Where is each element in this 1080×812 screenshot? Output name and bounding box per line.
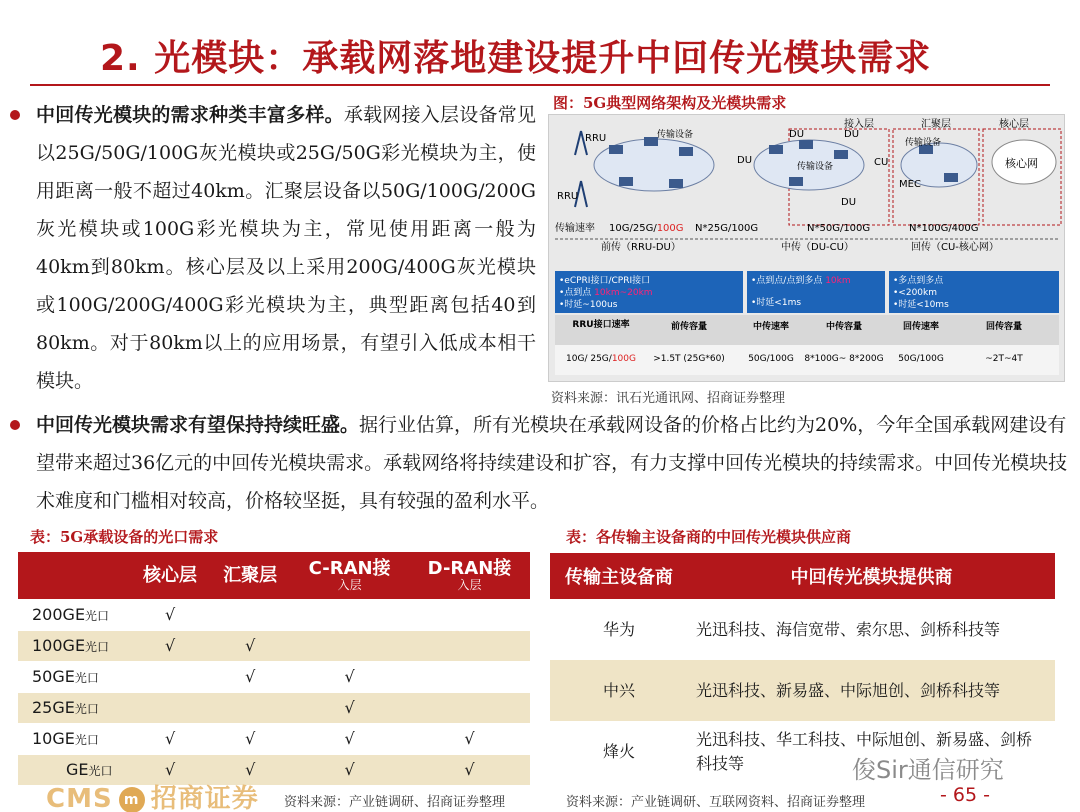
cell: √	[210, 754, 290, 785]
layer-aggregation: 汇聚层	[921, 119, 951, 130]
table-row	[18, 599, 530, 630]
table-corner	[18, 552, 130, 599]
port-name: 10GE	[32, 729, 75, 748]
port-name: 200GE	[32, 604, 86, 624]
col-cran	[290, 552, 409, 599]
capacity-td-2: >1.5T (25G*60)	[653, 354, 725, 364]
figure-source: 资料来源：讯石光通讯网、招商证券整理	[551, 391, 786, 406]
supplier-cell: 光迅科技、新易盛、中际旭创、剑桥科技等	[688, 660, 1055, 721]
cell	[290, 599, 409, 630]
port-suffix: 光口	[74, 733, 99, 747]
paragraph-demand-outlook	[36, 406, 1076, 520]
company-logo	[46, 778, 259, 812]
node-du-3: DU	[844, 129, 860, 140]
midhaul-spec-1	[751, 274, 851, 286]
capacity-th-6: 回传容量	[985, 322, 1023, 332]
node-rru-2: RRU	[557, 191, 579, 202]
capacity-td-5: 50G/100G	[898, 354, 944, 364]
col-cran-b: 入层	[337, 577, 362, 592]
row-label	[18, 723, 130, 754]
rate-label: 传输速率	[555, 223, 595, 234]
col-vendor: 传输主设备商	[550, 553, 688, 599]
cell	[290, 630, 409, 661]
switch-node-icon	[769, 145, 783, 154]
cell	[210, 692, 290, 723]
capacity-th-3: 中传速率	[752, 322, 790, 332]
cell: √	[130, 630, 210, 661]
port-suffix: 光口	[88, 764, 113, 778]
rate-r2: N*25G/100G	[695, 223, 759, 234]
capacity-td-1	[566, 354, 636, 364]
capacity-td-3: 50G/100G	[748, 354, 794, 364]
cell: √	[130, 723, 210, 754]
port-name: 25GE	[32, 698, 75, 717]
switch-node-icon	[609, 145, 623, 154]
col-dran-b: 入层	[457, 577, 482, 592]
backhaul-spec-2: •<200km	[893, 288, 938, 298]
table-header-row	[550, 553, 1055, 599]
table-row	[18, 630, 530, 661]
switch-node-icon	[619, 177, 633, 186]
port-suffix: 光口	[74, 702, 99, 716]
fronthaul-spec-2a: •点到点	[559, 288, 595, 298]
para2-body: 据行业估算，所有光模块在承载网设备的价格占比约为20%，今年全国承载网建设有望带来超过36亿元的中回传光模块需求。承载网络将持续建设和扩容，有力支撑中回传光模块的持续需求。中回传光模块技术难度和门槛相对较高，价格较坚挺，具有较强的盈利水平。	[36, 414, 1068, 512]
col-dran	[409, 552, 530, 599]
table-row	[18, 661, 530, 692]
switch-node-icon	[789, 177, 803, 186]
node-device-3: 传输设备	[905, 138, 942, 148]
port-suffix: 光口	[74, 671, 99, 685]
node-device-1: 传输设备	[657, 130, 694, 140]
table-row	[18, 692, 530, 723]
logo-text: CMS	[46, 784, 113, 812]
port-name: GE	[66, 760, 89, 779]
fronthaul-spec-2b: 10km~20km	[594, 288, 653, 298]
para1-body: 承载网接入层设备常见以25G/50G/100G灰光模块或25G/50G彩光模块为主，使用距离一般不超过40km。汇聚层设备以50G/100G/200G灰光模块或100G彩光模块为主，常见使用距离一般为40km到80km。核心层及以上采用200G/400G灰光模块或100G/200G/400G彩光模块为主，典型距离包括40到80km。对于80km以上的应用场景，有望引入低成本相干模块。	[36, 104, 536, 392]
table-row	[550, 660, 1055, 721]
figure-caption: 图：5G典型网络架构及光模块需求	[553, 94, 787, 112]
switch-node-icon	[944, 173, 958, 182]
supplier-cell: 光迅科技、海信宽带、索尔思、剑桥科技等	[688, 599, 1055, 660]
backhaul-spec-3: •时延<10ms	[893, 300, 949, 310]
row-label	[18, 599, 130, 630]
switch-node-icon	[669, 179, 683, 188]
rate-fronthaul	[609, 223, 684, 234]
page-title: 2. 光模块：承载网落地建设提升中回传光模块需求	[100, 38, 932, 79]
bullet-dot-icon	[10, 110, 20, 120]
col-suppliers: 中回传光模块提供商	[688, 553, 1055, 599]
switch-node-icon	[679, 147, 693, 156]
port-demand-table	[18, 552, 530, 786]
layer-access: 接入层	[844, 119, 874, 130]
segment-midhaul: 中传（DU-CU）	[781, 242, 854, 253]
rate-r3: N*50G/100G	[807, 223, 871, 234]
cell: √	[290, 692, 409, 723]
cell: √	[130, 599, 210, 630]
port-suffix: 光口	[85, 640, 110, 654]
fronthaul-spec-2	[559, 286, 653, 298]
rate-fronthaul-red: 100G	[656, 223, 684, 234]
table-header-row	[18, 552, 530, 599]
switch-node-icon	[644, 137, 658, 146]
cell: √	[290, 661, 409, 692]
rate-r4: N*100G/400G	[909, 223, 979, 234]
capacity-th-2: 前传容量	[670, 322, 708, 332]
watermark-text: 俊Sir通信研究	[852, 756, 1004, 784]
vendor-cell: 华为	[550, 599, 688, 660]
midhaul-spec-1b: 10km	[825, 276, 851, 286]
bullet-dot-icon	[10, 420, 20, 430]
node-du-1: DU	[737, 155, 753, 166]
cell: √	[409, 754, 530, 785]
tower-icon	[581, 181, 587, 207]
capacity-th-5: 回传速率	[902, 322, 940, 332]
row-label	[18, 661, 130, 692]
cell: √	[290, 723, 409, 754]
port-name: 100GE	[32, 636, 86, 655]
port-suffix: 光口	[85, 608, 110, 623]
col-dran-a: D-RAN接	[427, 557, 512, 579]
cell: √	[210, 723, 290, 754]
capacity-table-header	[555, 315, 1059, 345]
node-core-network: 核心网	[1005, 157, 1038, 170]
cell	[409, 599, 530, 630]
node-du-2: DU	[789, 129, 805, 140]
table1-source: 资料来源：产业链调研、招商证券整理	[284, 795, 506, 810]
row-label	[18, 692, 130, 723]
midhaul-spec-1a: •点到点/点到多点	[751, 276, 826, 286]
midhaul-spec-2: •时延<1ms	[751, 298, 802, 308]
cell: √	[210, 630, 290, 661]
cell	[130, 661, 210, 692]
vendor-cell: 烽火	[550, 721, 688, 782]
para1-lead: 中回传光模块的需求种类丰富多样。	[36, 104, 344, 126]
fronthaul-spec-1: •eCPRI接口/CPRI接口	[559, 276, 651, 286]
col-core: 核心层	[130, 552, 210, 599]
fronthaul-spec-3: •时延~100us	[559, 300, 618, 310]
tower-icon	[575, 131, 581, 155]
vendor-cell: 中兴	[550, 660, 688, 721]
cell: √	[409, 723, 530, 754]
layer-core: 核心层	[999, 119, 1029, 130]
col-aggregation: 汇聚层	[210, 552, 290, 599]
switch-node-icon	[799, 140, 813, 149]
capacity-td-6: ~2T~4T	[985, 354, 1023, 364]
cell	[409, 692, 530, 723]
capacity-td-1a: 10G/ 25G/	[566, 354, 612, 364]
cell	[409, 630, 530, 661]
cell	[130, 692, 210, 723]
title-divider	[30, 84, 1050, 86]
cell: √	[130, 754, 210, 785]
backhaul-spec-1: •多点到多点	[893, 276, 944, 286]
supplier-table	[550, 553, 1055, 782]
row-label	[18, 630, 130, 661]
node-du-4: DU	[841, 197, 857, 208]
switch-node-icon	[834, 150, 848, 159]
node-device-2: 传输设备	[797, 162, 834, 172]
table-row	[18, 723, 530, 754]
cell	[210, 599, 290, 630]
table2-source: 资料来源：产业链调研、互联网资料、招商证券整理	[566, 795, 866, 810]
node-cu: CU	[874, 157, 889, 168]
segment-fronthaul: 前传（RRU-DU）	[601, 242, 681, 253]
table1-caption: 表：5G承载设备的光口需求	[30, 528, 219, 546]
capacity-td-4: 8*100G~ 8*200G	[804, 354, 884, 364]
network-architecture-figure	[548, 114, 1065, 382]
col-cran-a: C-RAN接	[308, 557, 391, 579]
logo-cn: 招商证券	[150, 784, 259, 812]
page-number: - 65 -	[940, 784, 990, 806]
cell	[409, 661, 530, 692]
capacity-th-1: RRU接口速率	[572, 320, 630, 330]
supplier-cell: 光迅科技、华工科技、中际旭创、新易盛、剑桥科技等	[688, 721, 1055, 782]
capacity-th-4: 中传容量	[825, 322, 863, 332]
paragraph-demand-types	[36, 96, 536, 400]
logo-mark-icon: m	[119, 787, 145, 812]
rate-fronthaul-value: 10G/25G/	[609, 223, 657, 234]
node-rru-1: RRU	[585, 133, 607, 144]
table-row	[550, 599, 1055, 660]
capacity-td-1b: 100G	[611, 354, 636, 364]
segment-backhaul: 回传（CU-核心网）	[911, 242, 999, 253]
para2-lead: 中回传光模块需求有望保持持续旺盛。	[36, 414, 360, 436]
port-name: 50GE	[32, 667, 75, 686]
node-mec: MEC	[899, 179, 921, 190]
table2-caption: 表：各传输主设备商的中回传光模块供应商	[566, 528, 852, 546]
cell: √	[210, 661, 290, 692]
cell: √	[290, 754, 409, 785]
